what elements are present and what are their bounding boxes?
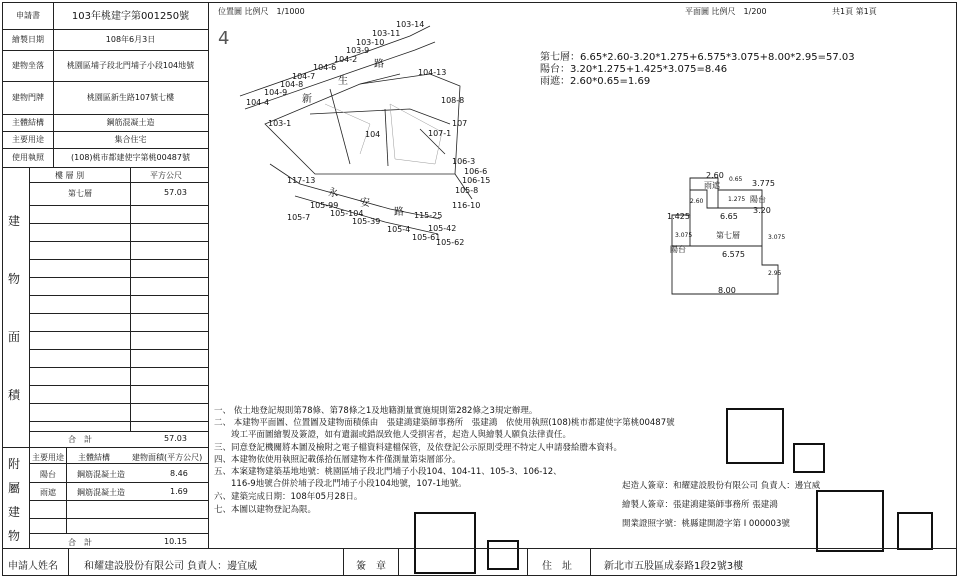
parcel-label: 108-8	[441, 96, 465, 105]
note-4: 四、本建物依使用執照記載係拾伍層建物本件僅測量第柒層部分。	[214, 455, 461, 465]
att-row4-line	[29, 518, 209, 519]
parcel-label: 104-7	[292, 72, 316, 81]
parcel-label: 115-25	[414, 211, 443, 220]
att-row1-line	[29, 463, 209, 464]
dim-label: 2.60	[690, 198, 704, 205]
parcel-label: 104	[365, 130, 381, 139]
applicant-company-seal	[414, 512, 476, 574]
area-block	[2, 167, 209, 448]
att-row2-line	[29, 482, 209, 483]
dim-label: 6.575	[722, 250, 745, 259]
parcel-label: 104-4	[246, 98, 270, 107]
footer-div-2	[343, 548, 344, 576]
floor-label: 第七層	[716, 231, 740, 240]
parcel-label: 105-8	[455, 186, 479, 195]
note-5b: 116-9地號合併於埔子段北門埔子小段104地號，107-1地號。	[214, 479, 467, 489]
balcony-top-label: 陽台	[750, 195, 766, 204]
parcel-label: 105-39	[352, 217, 381, 226]
floor-name: 第七層	[68, 189, 92, 198]
parcel-label: 105-104	[330, 209, 364, 218]
area-unit-header: 平方公尺	[150, 171, 182, 180]
formula-floor: 第七層：6.65*2.60-3.20*1.275+6.575*3.075+8.00*2.95=57.03	[540, 52, 855, 63]
note-6: 六、建築完成日期：108年05月28日。	[214, 492, 363, 502]
total-label: 合 計	[68, 435, 92, 444]
formula-rain: 雨遮：2.60*0.65=1.69	[540, 76, 651, 87]
company-seal	[726, 408, 784, 464]
att-side-4: 物	[8, 529, 21, 543]
value-permit: (108)桃市都建使字第桃00487號	[53, 148, 209, 168]
parcel-label: 107-1	[428, 129, 452, 138]
side-char-2: 物	[8, 272, 21, 286]
parcel-label: 106-6	[464, 167, 488, 176]
dim-label: 2.95	[768, 270, 782, 277]
dim-label: 1.275	[728, 196, 746, 203]
dim-label: 3.20	[753, 206, 771, 215]
parcel-label: 103-10	[356, 38, 385, 47]
dim-label: 3.075	[768, 234, 786, 241]
att-total-value: 10.15	[164, 537, 187, 546]
dim-label: 0.65	[729, 176, 743, 183]
road-south-3: 路	[394, 207, 404, 218]
att2-area: 1.69	[170, 487, 188, 496]
footer-div-4	[527, 548, 528, 576]
parcel-label: 105-4	[387, 225, 411, 234]
floor-area: 57.03	[164, 188, 187, 197]
parcel-label: 104-9	[264, 88, 288, 97]
note-2: 二、 本建物平面圖、位置圖及建物面積係由 張建鴻建築師事務所 張建鴻 依使用執照(108)桃市都建使字第桃00487號	[214, 418, 675, 428]
dim-label: 3.075	[675, 232, 693, 239]
att-row5-line	[29, 533, 209, 534]
att-side-1: 附	[8, 457, 21, 471]
att1-area: 8.46	[170, 469, 188, 478]
road-south-2: 安	[360, 198, 370, 209]
north-arrow: 4	[218, 28, 230, 49]
note-7: 七、本圖以建物登記為限。	[214, 505, 317, 515]
value-address: 桃園區新生路107號七樓	[53, 81, 209, 115]
location-map-title: 位置圖 比例尺 1/1000	[218, 7, 305, 16]
att-total-label: 合 計	[68, 538, 92, 547]
note-1: 一、 依土地登記規則第78條、第78條之1及地籍測量實施規則第282條之3規定辦理。	[214, 406, 538, 416]
parcel-label: 104-6	[313, 63, 337, 72]
att-area-header: 建物面積(平方公尺)	[132, 453, 203, 462]
label-date: 繪製日期	[2, 29, 54, 51]
label-application: 申請書	[2, 2, 54, 30]
formula-balcony: 陽台：3.20*1.275+1.425*3.075=8.46	[540, 64, 728, 75]
side-char-1: 建	[8, 214, 21, 228]
road-north-1: 生	[338, 76, 348, 87]
parcel-label: 105-99	[310, 201, 339, 210]
area-side-divider	[29, 167, 30, 548]
footer-top-line	[2, 548, 957, 549]
road-north-2: 新	[302, 94, 312, 105]
value-location: 桃園區埔子段北門埔子小段104地號	[53, 50, 209, 82]
applicant-rep-seal	[487, 540, 519, 570]
parcel-label: 106-15	[462, 176, 491, 185]
applicant-label: 申請人姓名	[8, 561, 58, 572]
parcel-label: 105-7	[287, 213, 311, 222]
att1-structure: 鋼筋混凝土造	[77, 470, 125, 479]
plan-title: 平面圖 比例尺 1/200	[685, 7, 767, 16]
label-use: 主要用途	[2, 131, 54, 149]
att-struct-header: 主體結構	[78, 453, 110, 462]
dim-label: 8.00	[718, 286, 736, 295]
footer-div-3	[398, 548, 399, 576]
architect-seal	[816, 490, 884, 552]
value-date: 108年6月3日	[53, 29, 209, 51]
parcel-label: 107	[452, 119, 468, 128]
area-header-line	[29, 182, 209, 183]
side-char-4: 積	[8, 388, 21, 402]
address-label: 住 址	[542, 561, 572, 572]
att-side-2: 屬	[8, 481, 21, 495]
parcel-label: 104-13	[418, 68, 447, 77]
dim-label: 2.60	[706, 171, 724, 180]
parcel-label: 103-1	[268, 119, 292, 128]
parcel-label: 105-42	[428, 224, 457, 233]
area-col-divider	[130, 167, 131, 431]
value-application: 103年桃建字第001250號	[53, 2, 209, 30]
label-address: 建物門牌	[2, 81, 54, 115]
parcel-label: 103-11	[372, 29, 401, 38]
license-number: 開業證照字號：桃縣建開證字第 I 000003號	[622, 519, 790, 529]
address-value: 新北市五股區成泰路1段2號3樓	[604, 561, 744, 572]
road-south-1: 永	[328, 188, 338, 199]
attached-top	[29, 447, 209, 448]
area-floor-header: 樓 層 別	[55, 171, 85, 180]
seal-label: 簽 章	[356, 561, 386, 572]
footer-div-5	[590, 548, 591, 576]
drawer-signature: 繪製人簽章：張建鴻建築師事務所 張建鴻	[622, 500, 778, 510]
dim-label: 1.425	[667, 212, 690, 221]
total-value: 57.03	[164, 434, 187, 443]
parcel-label: 104-8	[280, 80, 304, 89]
rain-label: 雨遮	[704, 181, 720, 190]
label-location: 建物坐落	[2, 50, 54, 82]
note-2b: 竣工平面圖繪製及簽證，如有遺漏或錯誤致他人受損害者，起造人與繪製人願負法律責任。	[214, 430, 572, 440]
side-char-3: 面	[8, 330, 21, 344]
parcel-label: 116-10	[452, 201, 481, 210]
value-use: 集合住宅	[53, 131, 209, 149]
att-use-header: 主要用途	[32, 453, 64, 462]
note-3: 三、同意登記機關將本圖及檢附之電子檔資料建檔保管，及依登記公示原則受理不特定人申請發給謄本資料。	[214, 443, 623, 453]
builder-signature: 起造人簽章：和耀建設股份有限公司 負責人：邊宜威	[622, 481, 821, 491]
parcel-label: 105-61	[412, 233, 441, 242]
representative-seal	[793, 443, 825, 473]
dim-label: 3.775	[752, 179, 775, 188]
label-permit: 使用執照	[2, 148, 54, 168]
att-div1	[66, 447, 67, 533]
parcel-label: 106-3	[452, 157, 476, 166]
att2-use: 雨遮	[40, 488, 56, 497]
value-structure: 鋼筋混凝土造	[53, 114, 209, 132]
parcel-label: 103-14	[396, 20, 425, 29]
att-row3-line	[29, 500, 209, 501]
parcel-label: 105-62	[436, 238, 465, 247]
parcel-label: 103-9	[346, 46, 370, 55]
applicant-name: 和耀建設股份有限公司 負責人：邊宜威	[84, 561, 258, 572]
att-side-3: 建	[8, 505, 21, 519]
att1-use: 陽台	[40, 470, 56, 479]
att2-structure: 鋼筋混凝土造	[77, 488, 125, 497]
footer-div-1	[68, 548, 69, 576]
architect-personal-seal	[897, 512, 933, 550]
parcel-label: 104-2	[334, 55, 358, 64]
parcel-label: 117-13	[287, 176, 316, 185]
note-5: 五、本案建物建築基地地號：桃園區埔子段北門埔子小段104、104-11、105-3、106-12、	[214, 467, 562, 477]
dim-label: 6.65	[720, 212, 738, 221]
balcony-left-label: 陽台	[670, 245, 686, 254]
page-count: 共1頁 第1頁	[832, 7, 877, 16]
label-structure: 主體結構	[2, 114, 54, 132]
road-north-3: 路	[374, 59, 384, 70]
